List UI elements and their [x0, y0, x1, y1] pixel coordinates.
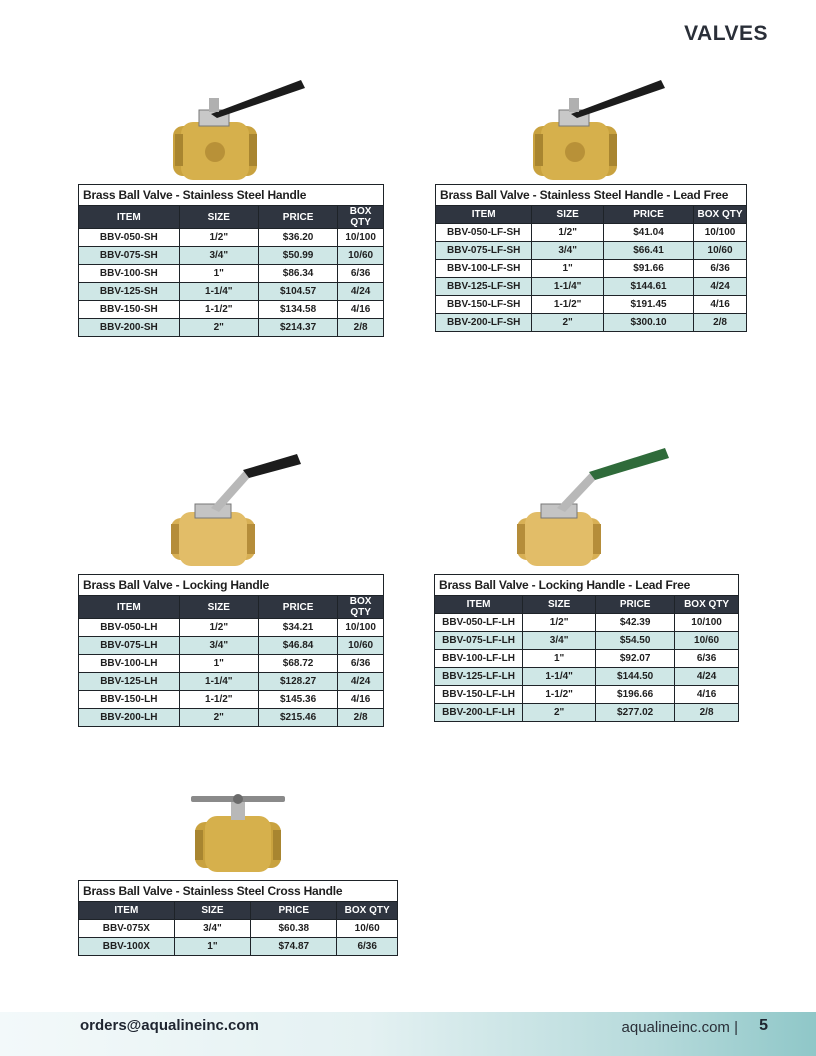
- table-row: [79, 265, 384, 283]
- product-block-locking-handle: [78, 448, 384, 727]
- column-header-box-qty: BOX QTY: [338, 596, 384, 619]
- table-row: [436, 296, 747, 314]
- item-cell: BBV-075-LF-SH: [436, 242, 532, 260]
- price-cell: $92.07: [596, 650, 675, 668]
- item-cell: BBV-125-LH: [79, 673, 180, 691]
- item-cell: BBV-075-SH: [79, 247, 180, 265]
- price-cell: $128.27: [258, 673, 337, 691]
- size-cell: 3/4": [179, 247, 258, 265]
- item-cell: BBV-050-LF-SH: [436, 224, 532, 242]
- price-cell: $145.36: [258, 691, 337, 709]
- size-cell: 1": [174, 938, 251, 956]
- table-row: [435, 632, 739, 650]
- table-row: [436, 224, 747, 242]
- size-cell: 1-1/2": [523, 686, 596, 704]
- size-cell: 1": [179, 655, 258, 673]
- column-header-price: PRICE: [603, 206, 693, 224]
- price-cell: $104.57: [258, 283, 337, 301]
- price-cell: $50.99: [258, 247, 337, 265]
- product-title: Brass Ball Valve - Stainless Steel Cross Handle: [79, 881, 398, 902]
- box-qty-cell: 10/100: [675, 614, 739, 632]
- size-cell: 1-1/2": [532, 296, 604, 314]
- table-row: [436, 242, 747, 260]
- ball-valve-lever-icon: [511, 74, 671, 184]
- box-qty-cell: 4/16: [338, 301, 384, 319]
- column-header-price: PRICE: [251, 902, 337, 920]
- column-header-item: ITEM: [79, 596, 180, 619]
- size-cell: 1": [179, 265, 258, 283]
- table-row: [435, 704, 739, 722]
- price-cell: $34.21: [258, 619, 337, 637]
- column-header-item: ITEM: [435, 596, 523, 614]
- page-title: VALVES: [684, 22, 768, 45]
- table-row: [436, 278, 747, 296]
- table-row: [79, 619, 384, 637]
- column-header-size: SIZE: [174, 902, 251, 920]
- page-number: 5: [759, 1017, 768, 1034]
- box-qty-cell: 2/8: [338, 709, 384, 727]
- box-qty-cell: 10/60: [337, 920, 398, 938]
- box-qty-cell: 10/100: [338, 229, 384, 247]
- size-cell: 1-1/2": [179, 301, 258, 319]
- price-table: [78, 184, 384, 337]
- size-cell: 2": [179, 319, 258, 337]
- size-cell: 3/4": [174, 920, 251, 938]
- table-row: [79, 673, 384, 691]
- item-cell: BBV-150-LH: [79, 691, 180, 709]
- ball-valve-locking-green-icon: [497, 446, 677, 574]
- item-cell: BBV-100X: [79, 938, 175, 956]
- item-cell: BBV-200-LF-SH: [436, 314, 532, 332]
- box-qty-cell: 2/8: [694, 314, 747, 332]
- price-cell: $54.50: [596, 632, 675, 650]
- item-cell: BBV-075X: [79, 920, 175, 938]
- price-table: [435, 184, 747, 332]
- price-cell: $36.20: [258, 229, 337, 247]
- table-row: [435, 668, 739, 686]
- size-cell: 1/2": [179, 619, 258, 637]
- size-cell: 1/2": [523, 614, 596, 632]
- price-cell: $215.46: [258, 709, 337, 727]
- size-cell: 1/2": [179, 229, 258, 247]
- table-row: [79, 938, 398, 956]
- box-qty-cell: 4/16: [694, 296, 747, 314]
- price-cell: $74.87: [251, 938, 337, 956]
- price-table: [434, 574, 739, 722]
- column-header-item: ITEM: [436, 206, 532, 224]
- product-block-ss-handle: [78, 74, 384, 337]
- table-row: [79, 637, 384, 655]
- item-cell: BBV-150-SH: [79, 301, 180, 319]
- table-row: [79, 319, 384, 337]
- price-cell: $91.66: [603, 260, 693, 278]
- box-qty-cell: 10/60: [338, 247, 384, 265]
- box-qty-cell: 4/24: [694, 278, 747, 296]
- size-cell: 1/2": [532, 224, 604, 242]
- box-qty-cell: 6/36: [338, 655, 384, 673]
- item-cell: BBV-075-LH: [79, 637, 180, 655]
- price-table: [78, 880, 398, 956]
- product-block-locking-handle-lead-free: [434, 446, 739, 722]
- table-row: [79, 301, 384, 319]
- item-cell: BBV-200-LF-LH: [435, 704, 523, 722]
- product-title: Brass Ball Valve - Locking Handle - Lead Free: [435, 575, 739, 596]
- price-cell: $191.45: [603, 296, 693, 314]
- price-cell: $300.10: [603, 314, 693, 332]
- box-qty-cell: 6/36: [694, 260, 747, 278]
- table-row: [435, 614, 739, 632]
- item-cell: BBV-200-LH: [79, 709, 180, 727]
- box-qty-cell: 10/60: [338, 637, 384, 655]
- product-title: Brass Ball Valve - Locking Handle: [79, 575, 384, 596]
- box-qty-cell: 6/36: [337, 938, 398, 956]
- column-header-size: SIZE: [532, 206, 604, 224]
- price-cell: $144.50: [596, 668, 675, 686]
- item-cell: BBV-100-LF-SH: [436, 260, 532, 278]
- product-block-ss-handle-lead-free: [435, 74, 747, 332]
- column-header-size: SIZE: [523, 596, 596, 614]
- column-header-item: ITEM: [79, 206, 180, 229]
- footer-website-link[interactable]: aqualineinc.com |: [621, 1019, 738, 1036]
- item-cell: BBV-050-SH: [79, 229, 180, 247]
- footer-bar: [0, 1012, 816, 1056]
- column-header-size: SIZE: [179, 596, 258, 619]
- box-qty-cell: 10/100: [694, 224, 747, 242]
- size-cell: 3/4": [532, 242, 604, 260]
- item-cell: BBV-125-LF-SH: [436, 278, 532, 296]
- item-cell: BBV-125-SH: [79, 283, 180, 301]
- box-qty-cell: 4/24: [338, 283, 384, 301]
- product-title: Brass Ball Valve - Stainless Steel Handle: [79, 185, 384, 206]
- box-qty-cell: 10/60: [675, 632, 739, 650]
- size-cell: 3/4": [523, 632, 596, 650]
- footer-email-link[interactable]: orders@aqualineinc.com: [80, 1017, 259, 1034]
- table-row: [435, 686, 739, 704]
- price-cell: $144.61: [603, 278, 693, 296]
- price-cell: $46.84: [258, 637, 337, 655]
- item-cell: BBV-050-LH: [79, 619, 180, 637]
- price-cell: $134.58: [258, 301, 337, 319]
- box-qty-cell: 6/36: [338, 265, 384, 283]
- size-cell: 1-1/4": [179, 283, 258, 301]
- table-row: [436, 260, 747, 278]
- column-header-box-qty: BOX QTY: [675, 596, 739, 614]
- item-cell: BBV-125-LF-LH: [435, 668, 523, 686]
- ball-valve-lever-icon: [151, 74, 311, 184]
- box-qty-cell: 4/24: [675, 668, 739, 686]
- box-qty-cell: 4/16: [338, 691, 384, 709]
- price-cell: $42.39: [596, 614, 675, 632]
- price-cell: $41.04: [603, 224, 693, 242]
- column-header-size: SIZE: [179, 206, 258, 229]
- price-cell: $60.38: [251, 920, 337, 938]
- column-header-box-qty: BOX QTY: [338, 206, 384, 229]
- size-cell: 3/4": [179, 637, 258, 655]
- item-cell: BBV-100-LH: [79, 655, 180, 673]
- column-header-box-qty: BOX QTY: [694, 206, 747, 224]
- box-qty-cell: 4/24: [338, 673, 384, 691]
- box-qty-cell: 2/8: [675, 704, 739, 722]
- price-cell: $66.41: [603, 242, 693, 260]
- column-header-price: PRICE: [258, 206, 337, 229]
- size-cell: 2": [523, 704, 596, 722]
- column-header-item: ITEM: [79, 902, 175, 920]
- price-cell: $196.66: [596, 686, 675, 704]
- product-title: Brass Ball Valve - Stainless Steel Handle - Lead Free: [436, 185, 747, 206]
- price-cell: $214.37: [258, 319, 337, 337]
- price-table: [78, 574, 384, 727]
- table-row: [435, 650, 739, 668]
- box-qty-cell: 10/60: [694, 242, 747, 260]
- price-cell: $277.02: [596, 704, 675, 722]
- table-row: [79, 709, 384, 727]
- item-cell: BBV-150-LF-SH: [436, 296, 532, 314]
- size-cell: 2": [179, 709, 258, 727]
- item-cell: BBV-075-LF-LH: [435, 632, 523, 650]
- size-cell: 1-1/4": [179, 673, 258, 691]
- box-qty-cell: 2/8: [338, 319, 384, 337]
- item-cell: BBV-150-LF-LH: [435, 686, 523, 704]
- column-header-price: PRICE: [596, 596, 675, 614]
- ball-valve-locking-icon: [151, 448, 311, 574]
- size-cell: 1-1/4": [523, 668, 596, 686]
- box-qty-cell: 4/16: [675, 686, 739, 704]
- size-cell: 1-1/2": [179, 691, 258, 709]
- price-cell: $68.72: [258, 655, 337, 673]
- table-row: [79, 691, 384, 709]
- table-row: [79, 247, 384, 265]
- table-row: [79, 229, 384, 247]
- size-cell: 1-1/4": [532, 278, 604, 296]
- column-header-box-qty: BOX QTY: [337, 902, 398, 920]
- box-qty-cell: 6/36: [675, 650, 739, 668]
- item-cell: BBV-100-LF-LH: [435, 650, 523, 668]
- size-cell: 1": [523, 650, 596, 668]
- table-row: [79, 655, 384, 673]
- item-cell: BBV-050-LF-LH: [435, 614, 523, 632]
- ball-valve-cross-handle-icon: [183, 790, 293, 880]
- size-cell: 2": [532, 314, 604, 332]
- size-cell: 1": [532, 260, 604, 278]
- price-cell: $86.34: [258, 265, 337, 283]
- item-cell: BBV-200-SH: [79, 319, 180, 337]
- table-row: [436, 314, 747, 332]
- table-row: [79, 283, 384, 301]
- box-qty-cell: 10/100: [338, 619, 384, 637]
- table-row: [79, 920, 398, 938]
- product-block-cross-handle: [78, 790, 398, 956]
- item-cell: BBV-100-SH: [79, 265, 180, 283]
- column-header-price: PRICE: [258, 596, 337, 619]
